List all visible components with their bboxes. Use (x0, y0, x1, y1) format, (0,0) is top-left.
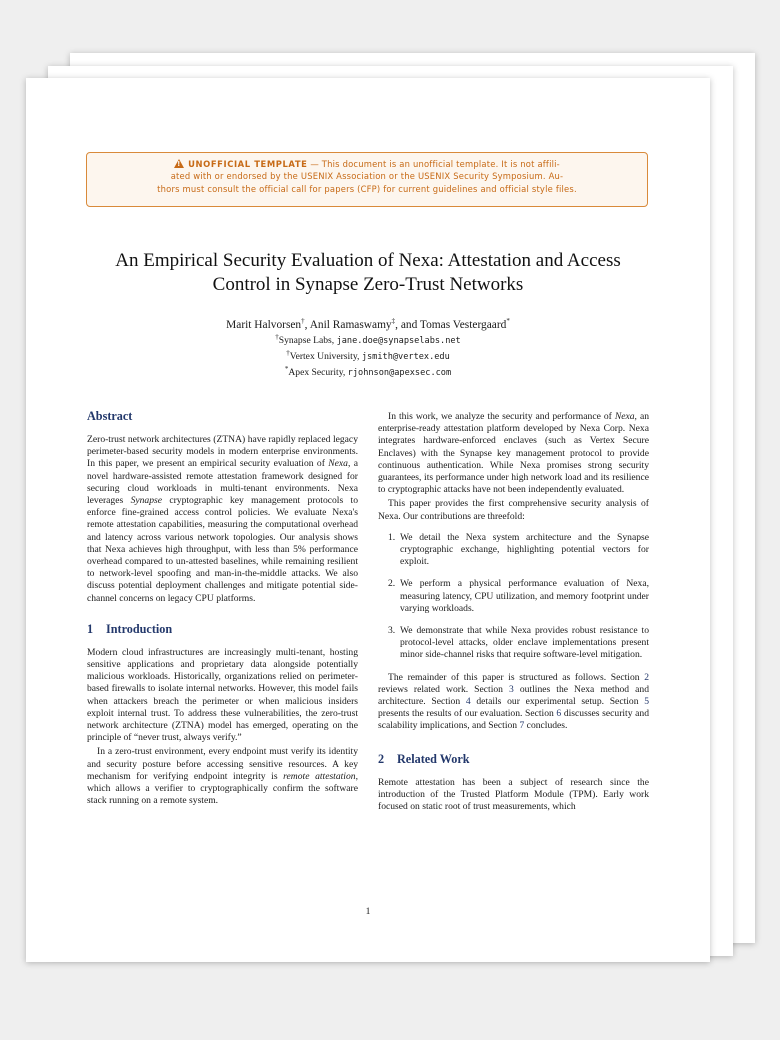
roadmap-paragraph (378, 672, 649, 733)
intro-text-part: In a zero-trust environment, every endpoint must verify its identity and security posture before accessing sensitive resources. A key mechanism for verifying endpoint integrity is (87, 746, 358, 782)
author-3: , and Tomas Vestergaard (395, 319, 507, 331)
section-number: 1 (87, 621, 94, 636)
section-title: Introduction (106, 621, 173, 636)
list-text: We detail the Nexa system architecture and the Synapse cryptographic exchange, highlighting potential vectors for exploit. (400, 531, 649, 568)
intro-paragraph-4: This paper provides the first comprehensive security analysis of Nexa. Our contributions are threefold: (378, 498, 649, 522)
roadmap-text: details our experimental setup. Section (470, 696, 645, 708)
affiliation-mark: † (286, 348, 290, 357)
affiliation-mark: * (284, 364, 289, 373)
notice-line-3: thors must consult the official call for papers (CFP) for current guidelines and official style files. (157, 183, 577, 194)
intro-text-part: , an enterprise-ready attestation platform developed by Nexa Corp. Nexa integrates hardware-enforced enclaves (such as Vertex Secure Enclaves) with the Synapse key management protocol to provide continuous authentication. While Nexa promises strong security guarantees, its performance under high network load and its resilience to cryptographic attacks have not been independently evaluated. (378, 411, 649, 496)
intro-emphasis: remote attestation (283, 770, 356, 782)
affiliation-org: Synapse Labs, (278, 335, 337, 346)
roadmap-text: reviews related work. Section (378, 683, 510, 695)
notice-line-1: — This document is an unofficial template. It is not affili- (310, 159, 560, 169)
unofficial-template-notice (86, 152, 648, 207)
affiliation-org: Vertex University, (289, 351, 362, 362)
title-line-1: An Empirical Security Evaluation of Nexa: Attestation and Access (115, 250, 621, 271)
intro-text-part: , which allows a verifier to cryptographically confirm the software stack running on a remote system. (87, 770, 358, 807)
affiliation-1 (76, 332, 660, 347)
abstract-emphasis: Nexa (328, 458, 348, 470)
list-item (378, 578, 649, 615)
page-number: 1 (365, 906, 371, 917)
section-link[interactable]: 4 (465, 696, 471, 708)
left-column (87, 409, 358, 807)
affiliation-email[interactable]: jsmith@vertex.edu (361, 352, 450, 362)
list-text: We demonstrate that while Nexa provides robust resistance to protocol-level attacks, older enclave implementations present minor side-channel risks that require software-level mitigation. (400, 625, 649, 661)
related-work-paragraph: Remote attestation has been a subject of research since the introduction of the Trusted Platform Module (TPM). Early work focused on static root of trust measurements, which (378, 776, 649, 813)
paper-page (26, 78, 710, 962)
contributions-list (378, 532, 649, 662)
introduction-paragraph-2 (87, 746, 358, 807)
right-column (378, 411, 649, 813)
intro-paragraph-3 (378, 411, 649, 496)
section-title: Related Work (397, 751, 470, 766)
affiliation-email[interactable]: jane.doe@synapselabs.net (336, 336, 461, 346)
roadmap-text: concludes. (524, 720, 568, 732)
list-text: We perform a physical performance evaluation of Nexa, measuring latency, CPU utilization, and memory footprint under varying workloads. (400, 578, 649, 614)
abstract-emphasis: Synapse (130, 495, 163, 507)
abstract-text (87, 434, 358, 605)
abstract-text-part: cryptographic key management protocols to enforce fine-grained access control policies. We evaluate Nexa's remote attestation capabilities, measuring the computational overhead and latency across various network topologies. Our analysis shows that Nexa achieves high throughput, with less than 5% performance overhead compared to un-attested baselines, while remaining resilient to network-level spoofing and man-in-the-middle attacks. We also discuss potential deployment challenges and mitigate potential side-channel concerns on legacy CPU platforms. (87, 495, 358, 604)
notice-line-2: ated with or endorsed by the USENIX Association or the USENIX Security Symposium. Au- (170, 171, 564, 182)
affiliation-email[interactable]: rjohnson@apexsec.com (347, 368, 452, 378)
title-line-2: Control in Synapse Zero-Trust Networks (212, 274, 524, 295)
affiliation-3 (76, 364, 660, 379)
roadmap-text: outlines the Nexa method and architecture. Section (378, 683, 650, 708)
abstract-text-part: Zero-trust network architectures (ZTNA) have rapidly replaced legacy perimeter-based security models in modern enterprise environments. In this paper, we present an empirical security evaluation of (87, 434, 358, 470)
intro-emphasis: Nexa (614, 411, 635, 422)
affiliation-mark: † (275, 332, 279, 341)
related-work-heading (378, 752, 649, 766)
list-item (378, 532, 649, 569)
roadmap-text: The remainder of this paper is structured as follows. Section (388, 671, 645, 683)
roadmap-text: discusses security and scalability implications, and Section (378, 708, 649, 732)
notice-label: UNOFFICIAL TEMPLATE (188, 159, 308, 169)
section-number: 2 (378, 751, 385, 766)
author-list (76, 318, 660, 332)
section-link[interactable]: 5 (644, 696, 649, 708)
list-number: 2. (388, 578, 396, 590)
author-2: , Anil Ramaswamy (304, 319, 392, 331)
section-link[interactable]: 7 (519, 720, 525, 732)
warning-icon (174, 159, 184, 168)
affiliation-org: Apex Security, (288, 367, 348, 378)
author-1-mark: † (301, 317, 305, 326)
list-number: 1. (388, 531, 396, 543)
paper-title (76, 249, 660, 297)
section-link[interactable]: 3 (509, 683, 514, 695)
abstract-text-part: , a novel hardware-assisted remote attestation framework designed for securing cloud workloads in multi-tenant environments. Nexa leverages (87, 458, 358, 507)
abstract-heading: Abstract (87, 409, 133, 423)
author-3-mark: * (506, 317, 510, 326)
list-item (378, 625, 649, 662)
roadmap-text: presents the results of our evaluation. Section (378, 708, 557, 720)
intro-text-part: In this work, we analyze the security and performance of (388, 411, 615, 422)
author-1: Marit Halvorsen (226, 319, 302, 331)
list-number: 3. (388, 625, 396, 637)
section-link[interactable]: 6 (556, 708, 562, 720)
affiliation-2 (76, 348, 660, 363)
section-link[interactable]: 2 (644, 671, 649, 683)
introduction-paragraph-1: Modern cloud infrastructures are increasingly multi-tenant, hosting sensitive applications and proprietary data alongside potentially malicious workloads. Historically, organizations relied on perimeter-based firewalls to isolate internal networks. However, this model fails when attackers breach the perimeter or when malicious insiders exploit internal trust. To address these vulnerabilities, the zero-trust network architecture (ZTNA) model has emerged, operating on the principle of “never trust, always verify.” (87, 646, 358, 744)
introduction-heading (87, 622, 358, 636)
author-2-mark: ‡ (391, 317, 396, 326)
